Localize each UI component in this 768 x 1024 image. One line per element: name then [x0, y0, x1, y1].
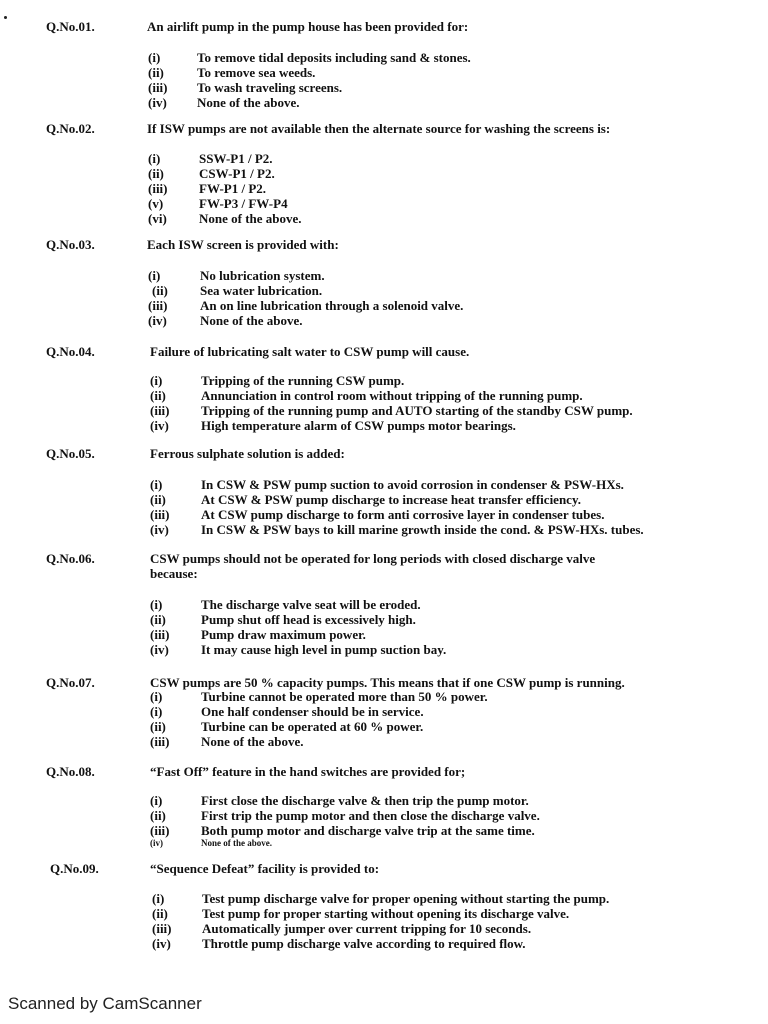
question-number: Q.No.03. [46, 237, 95, 252]
option-number: (i) [150, 597, 163, 612]
option-number: (iii) [150, 507, 170, 522]
option-text: At CSW pump discharge to form anti corrosive layer in condenser tubes. [201, 507, 605, 522]
option-text: None of the above. [200, 313, 303, 328]
option [0, 597, 768, 612]
option [0, 283, 768, 298]
option [0, 808, 768, 823]
option-number: (ii) [150, 719, 166, 734]
question-number: Q.No.04. [46, 344, 95, 359]
question-number: Q.No.02. [46, 121, 95, 136]
option-text: Test pump for proper starting without opening its discharge valve. [202, 906, 570, 921]
option-text: To wash traveling screens. [197, 80, 343, 95]
option-text: High temperature alarm of CSW pumps motor bearings. [201, 418, 516, 433]
option [0, 612, 768, 627]
option-text: Sea water lubrication. [200, 283, 323, 298]
option [0, 719, 768, 734]
option [0, 298, 768, 313]
option [0, 936, 768, 951]
question-text: CSW pumps are 50 % capacity pumps. This means that if one CSW pump is running. [150, 675, 625, 690]
option-text: CSW-P1 / P2. [199, 166, 275, 181]
option-number: (i) [150, 477, 163, 492]
option [0, 418, 768, 433]
option-text: Annunciation in control room without tripping of the running pump. [201, 388, 583, 403]
option-text: Test pump discharge valve for proper opening without starting the pump. [202, 891, 610, 906]
option-number: (iv) [148, 313, 167, 328]
option-text: SSW-P1 / P2. [199, 151, 273, 166]
option-number: (iv) [150, 642, 169, 657]
scan-speck [4, 16, 7, 19]
option-number: (iii) [150, 823, 170, 838]
option-text: At CSW & PSW pump discharge to increase heat transfer efficiency. [201, 492, 581, 507]
option [0, 642, 768, 657]
option-text: No lubrication system. [200, 268, 325, 283]
option-text: To remove sea weeds. [197, 65, 316, 80]
option-text: An on line lubrication through a solenoid valve. [200, 298, 464, 313]
option-text: Tripping of the running CSW pump. [201, 373, 405, 388]
option-text: None of the above. [197, 95, 300, 110]
option [0, 477, 768, 492]
question-text: If ISW pumps are not available then the alternate source for washing the screens is: [147, 121, 611, 136]
option [0, 65, 768, 80]
question-number: Q.No.08. [46, 764, 95, 779]
option [0, 50, 768, 65]
option [0, 181, 768, 196]
option-number: (ii) [152, 283, 168, 298]
option [0, 403, 768, 418]
option [0, 507, 768, 522]
option-text: The discharge valve seat will be eroded. [201, 597, 421, 612]
option [0, 793, 768, 808]
option [0, 268, 768, 283]
option [0, 373, 768, 388]
option-number: (i) [148, 50, 161, 65]
option-number: (i) [150, 689, 163, 704]
option-number: (ii) [150, 612, 166, 627]
option-number: (v) [148, 196, 164, 211]
option-text: Pump shut off head is excessively high. [201, 612, 416, 627]
option [0, 689, 768, 704]
question-text: Ferrous sulphate solution is added: [150, 446, 345, 461]
option-text: None of the above. [199, 211, 302, 226]
option [0, 838, 768, 853]
question-number: Q.No.01. [46, 19, 95, 34]
question-text: “Fast Off” feature in the hand switches are provided for; [150, 764, 466, 779]
option-number: (i) [148, 268, 161, 283]
option-number: (ii) [148, 65, 164, 80]
option-text: Pump draw maximum power. [201, 627, 366, 642]
question-text: “Sequence Defeat” facility is provided to: [150, 861, 380, 876]
option [0, 734, 768, 749]
option-number: (iii) [150, 734, 170, 749]
option-text: None of the above. [201, 734, 304, 749]
question-number: Q.No.06. [46, 551, 95, 566]
option-number: (iii) [150, 627, 170, 642]
option-number: (ii) [148, 166, 164, 181]
option-text: Both pump motor and discharge valve trip at the same time. [201, 823, 535, 838]
option-text: In CSW & PSW bays to kill marine growth inside the cond. & PSW-HXs. tubes. [201, 522, 644, 537]
option-number: (iii) [148, 181, 168, 196]
question-number: Q.No.07. [46, 675, 95, 690]
option-text: Tripping of the running pump and AUTO starting of the standby CSW pump. [201, 403, 633, 418]
option [0, 921, 768, 936]
question-text: CSW pumps should not be operated for long periods with closed discharge valve because: [150, 551, 596, 581]
option [0, 823, 768, 838]
option-number: (iv) [150, 522, 169, 537]
question-text: Each ISW screen is provided with: [147, 237, 339, 252]
option-number: (ii) [150, 808, 166, 823]
option-number: (ii) [152, 906, 168, 921]
option-text: First close the discharge valve & then trip the pump motor. [201, 793, 529, 808]
option-text: To remove tidal deposits including sand & stones. [197, 50, 471, 65]
question-number: Q.No.09. [50, 861, 99, 876]
option [0, 95, 768, 110]
option [0, 80, 768, 95]
option-text: Turbine cannot be operated more than 50 % power. [201, 689, 488, 704]
option-text: None of the above. [201, 838, 272, 848]
option [0, 492, 768, 507]
option-number: (iv) [152, 936, 171, 951]
option [0, 704, 768, 719]
option-number: (i) [148, 151, 161, 166]
option-text: FW-P1 / P2. [199, 181, 267, 196]
option-number: (i) [150, 373, 163, 388]
option-number: (iii) [148, 80, 168, 95]
option-number: (iii) [150, 403, 170, 418]
option-text: First trip the pump motor and then close the discharge valve. [201, 808, 540, 823]
option [0, 388, 768, 403]
option-text: It may cause high level in pump suction bay. [201, 642, 447, 657]
option [0, 522, 768, 537]
option [0, 196, 768, 211]
option [0, 166, 768, 181]
option-text: One half condenser should be in service. [201, 704, 424, 719]
option-text: Turbine can be operated at 60 % power. [201, 719, 424, 734]
option [0, 906, 768, 921]
question-text: An airlift pump in the pump house has been provided for: [147, 19, 469, 34]
option-number: (iv) [148, 95, 167, 110]
option [0, 151, 768, 166]
option [0, 627, 768, 642]
option-number: (i) [150, 704, 163, 719]
option [0, 211, 768, 226]
option-number: (i) [150, 793, 163, 808]
question-text: Failure of lubricating salt water to CSW pump will cause. [150, 344, 470, 359]
option-number: (i) [152, 891, 165, 906]
option-text: In CSW & PSW pump suction to avoid corrosion in condenser & PSW-HXs. [201, 477, 624, 492]
question-number: Q.No.05. [46, 446, 95, 461]
option-number: (iii) [152, 921, 172, 936]
option [0, 891, 768, 906]
option-number: (iii) [148, 298, 168, 313]
option-text: FW-P3 / FW-P4 [199, 196, 288, 211]
option-number: (iv) [150, 418, 169, 433]
option-number: (ii) [150, 492, 166, 507]
option [0, 313, 768, 328]
option-number: (vi) [148, 211, 167, 226]
option-number: (ii) [150, 388, 166, 403]
option-text: Throttle pump discharge valve according to required flow. [202, 936, 526, 951]
option-number: (iv) [150, 838, 163, 848]
scanner-watermark: Scanned by CamScanner [8, 994, 202, 1013]
option-text: Automatically jumper over current tripping for 10 seconds. [202, 921, 532, 936]
